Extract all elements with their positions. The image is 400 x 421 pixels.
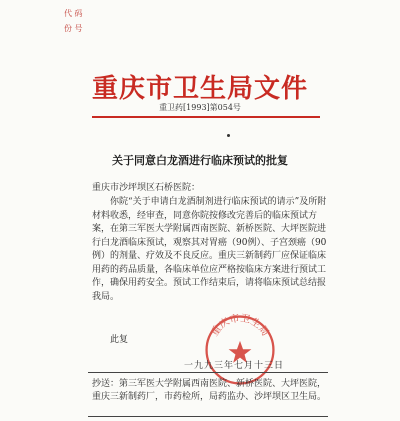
code-and-copy-number [64,6,83,36]
masthead-title: 重庆市卫生局文件 [91,74,308,104]
document-body [92,196,328,304]
addressee: 重庆市沙坪坝区石桥医院： [92,183,201,193]
document-title: 关于同意白龙酒进行临床预试的批复 [112,154,288,167]
seal-text: 重庆市卫生局 [209,313,271,339]
cc-list: 抄送：第三军医大学附属西南医院、新桥医院、大坪医院，重庆三新制药厂，市药检所，局药监办、沙坪坝区卫生局。 [92,379,327,402]
official-seal-stamp [202,312,278,388]
cc-top-rule [88,372,328,373]
masthead-red-rule [92,116,320,118]
document-number: 重卫药[1993]第054号 [159,103,241,112]
code-label: 代 码 [64,9,83,18]
copy-number-label: 份 号 [64,24,83,33]
separator-dot [227,134,230,137]
body-paragraph [92,196,328,304]
cc-bottom-rule [88,416,328,417]
document-date: 一九九三年七月十三日 [184,361,285,371]
body-paragraph-text: 你院“关于申请白龙酒制剂进行临床预试的请示”及所附材料收悉，经审查，同意你院按修改完善后的临床预试方案，在第三军医大学附属西南医院、新桥医院、大坪医院进行白龙酒临床预试，观察其对胃癌（90例）、子宫颈癌（90例）的剂量、疗效及不良反应。重庆三新制药厂应保证临床用药的药品质量，各临床单位应严格按临床方案进行预试工作，确保用药安全。预试工作结束后，请将临床预试总结报我局。 [92,197,327,302]
closing-phrase: 此复 [110,335,129,345]
